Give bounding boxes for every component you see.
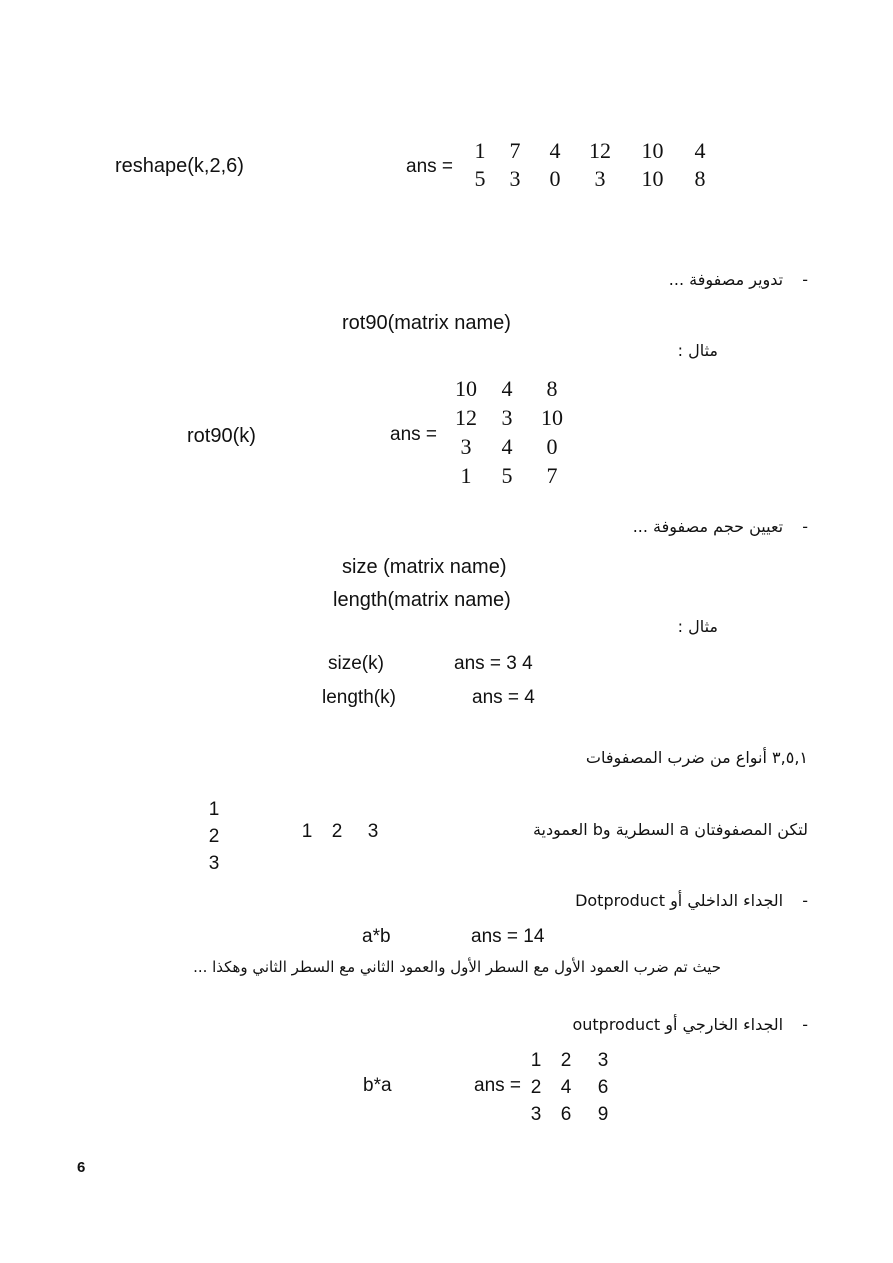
length-result: ans = 4 — [472, 687, 535, 708]
page-number: 6 — [77, 1159, 86, 1176]
row-vector-a — [295, 821, 391, 843]
column-vector-b — [200, 796, 228, 877]
matrix-cell: 10 — [641, 166, 664, 191]
matrix-cell: 5 — [501, 463, 513, 488]
matrix-cell: 9 — [597, 1104, 609, 1125]
vector-element: 3 — [367, 821, 379, 842]
dot-dash: - — [802, 891, 808, 910]
vector-element: 2 — [331, 821, 343, 842]
matrix-cell: 1 — [474, 138, 486, 163]
rotate-heading-row — [669, 270, 808, 289]
matrix-cell: 10 — [541, 405, 563, 430]
matrix-cell: 6 — [597, 1077, 609, 1098]
matrix-cell: 12 — [589, 138, 611, 163]
dot-heading-row — [575, 891, 808, 910]
matrix-cell: 4 — [560, 1077, 572, 1098]
matrix-cell: 3 — [460, 434, 472, 459]
size-command: size(k) — [328, 653, 384, 674]
rot90-result-matrix — [447, 374, 575, 490]
multiplication-intro: لتكن المصفوفتان a السطرية وb العمودية — [532, 820, 808, 839]
matrix-cell: 3 — [597, 1050, 609, 1071]
vector-element: 1 — [301, 821, 313, 842]
size-heading: تعيين حجم مصفوفة ... — [632, 517, 784, 536]
rot90-command: rot90(k) — [187, 425, 256, 447]
matrix-cell: 7 — [546, 463, 558, 488]
reshape-command: reshape(k,2,6) — [115, 155, 244, 177]
outer-heading: الجداء الخارجي أو outproduct — [572, 1015, 784, 1034]
matrix-cell: 4 — [694, 138, 706, 163]
matrix-cell: 8 — [546, 376, 558, 401]
size-example-label: مثال : — [677, 617, 718, 636]
matrix-cell: 4 — [549, 138, 561, 163]
size-result: ans = 3 4 — [454, 653, 533, 674]
rot90-syntax: rot90(matrix name) — [342, 312, 511, 334]
matrix-cell: 12 — [455, 405, 477, 430]
matrix-cell: 0 — [549, 166, 561, 191]
dot-command: a*b — [362, 926, 391, 947]
outer-result-matrix — [525, 1047, 621, 1128]
vector-element: 3 — [208, 853, 220, 874]
matrix-cell: 7 — [509, 138, 521, 163]
dot-note: حيث تم ضرب العمود الأول مع السطر الأول والعمود الثاني مع السطر الثاني وهكذا ... — [193, 958, 721, 976]
matrix-cell: 5 — [474, 166, 486, 191]
matrix-cell: 0 — [546, 434, 558, 459]
vector-element: 2 — [208, 826, 220, 847]
matrix-cell: 6 — [560, 1104, 572, 1125]
dot-result: ans = 14 — [471, 926, 545, 947]
outer-ans-label: ans = — [474, 1075, 522, 1096]
matrix-cell: 1 — [460, 463, 472, 488]
reshape-ans-label: ans = — [406, 156, 454, 177]
matrix-cell: 10 — [455, 376, 477, 401]
rotate-example-label: مثال : — [677, 341, 718, 360]
matrix-cell: 10 — [641, 138, 664, 163]
size-heading-row — [633, 517, 808, 536]
matrix-cell: 4 — [501, 376, 513, 401]
outer-dash: - — [802, 1015, 808, 1034]
rot90-ans-label: ans = — [390, 424, 438, 445]
matrix-cell: 1 — [530, 1050, 542, 1071]
matrix-cell: 8 — [694, 166, 706, 191]
matrix-cell: 3 — [501, 405, 513, 430]
length-syntax: length(matrix name) — [333, 589, 511, 611]
length-command: length(k) — [322, 687, 396, 708]
matrix-cell: 2 — [560, 1050, 572, 1071]
rotate-heading: تدوير مصفوفة ... — [668, 270, 784, 289]
matrix-cell: 3 — [594, 166, 606, 191]
multiplication-heading: ٣,٥,١ أنواع من ضرب المصفوفات — [585, 748, 808, 767]
dot-heading: الجداء الداخلي أو Dotproduct — [575, 891, 784, 910]
matrix-cell: 2 — [530, 1077, 542, 1098]
rotate-dash: - — [802, 270, 808, 289]
outer-command: b*a — [363, 1075, 392, 1096]
reshape-result-matrix — [465, 138, 720, 192]
matrix-cell: 4 — [501, 434, 513, 459]
size-dash: - — [802, 517, 808, 536]
matrix-cell: 3 — [530, 1104, 542, 1125]
outer-heading-row — [572, 1015, 808, 1034]
matrix-cell: 3 — [509, 166, 521, 191]
vector-element: 1 — [208, 799, 220, 820]
size-syntax: size (matrix name) — [342, 556, 507, 578]
